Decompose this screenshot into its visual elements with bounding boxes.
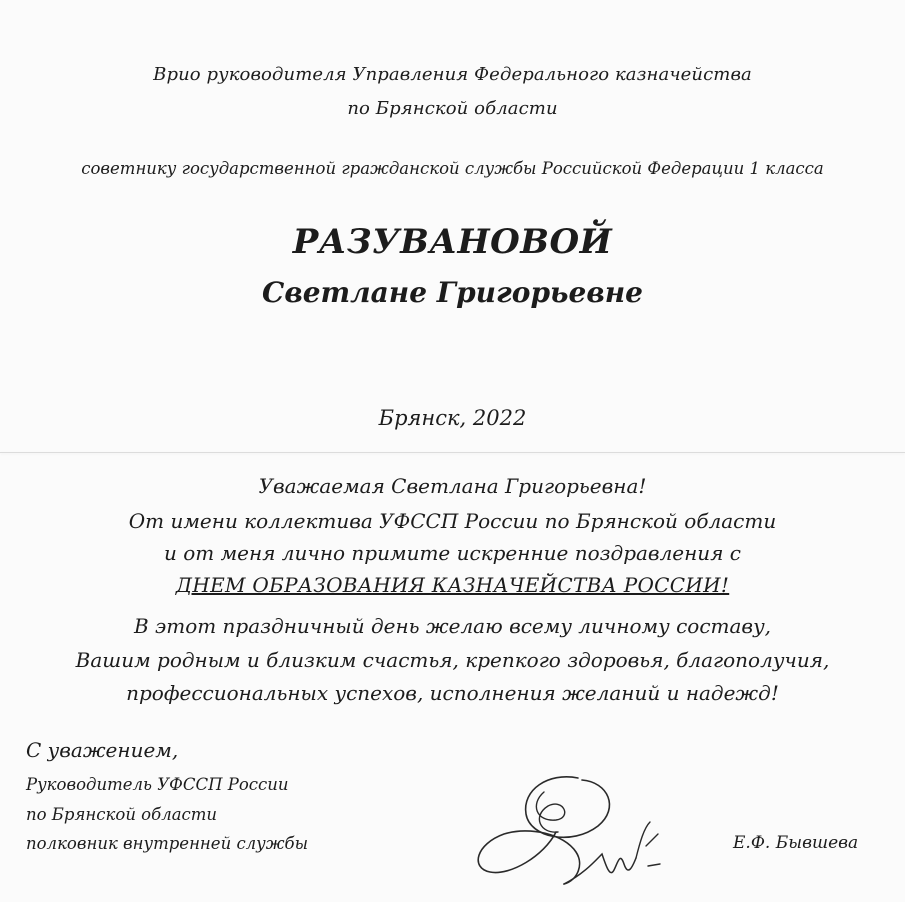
greeting-line-5: профессиональных успехов, исполнения желаний и надежд! — [126, 681, 779, 705]
signature-drawing — [460, 768, 670, 898]
card-fold-line — [0, 452, 905, 453]
greeting-line-2: и от меня лично примите искренние поздравления с — [164, 541, 741, 565]
signer-position-1: Руководитель УФССП России — [26, 775, 289, 794]
greeting-line-1: От имени коллектива УФССП России по Брянской области — [128, 509, 777, 533]
signer-position-3: полковник внутренней службы — [26, 834, 309, 853]
occasion-title: ДНЕМ ОБРАЗОВАНИЯ КАЗНАЧЕЙСТВА РОССИИ! — [175, 573, 730, 597]
recipient-name: Светлане Григорьевне — [262, 276, 643, 309]
recipient-surname: РАЗУВАНОВОЙ — [292, 222, 613, 262]
salutation: Уважаемая Светлана Григорьевна! — [258, 474, 647, 498]
greeting-line-4: Вашим родным и близким счастья, крепкого здоровья, благополучия, — [75, 648, 830, 672]
greeting-line-3: В этот праздничный день желаю всему личному составу, — [133, 614, 772, 638]
regards: С уважением, — [26, 738, 179, 762]
handwritten-signature — [460, 768, 670, 898]
signer-name: Е.Ф. Бывшева — [733, 833, 859, 853]
signer-position-2: по Брянской области — [26, 805, 218, 824]
place-date: Брянск, 2022 — [378, 406, 527, 430]
sender-title-line1: Врио руководителя Управления Федерального казначейства — [153, 64, 752, 85]
recipient-rank: советнику государственной гражданской службы Российской Федерации 1 класса — [81, 159, 824, 178]
sender-title-line2: по Брянской области — [347, 98, 558, 119]
